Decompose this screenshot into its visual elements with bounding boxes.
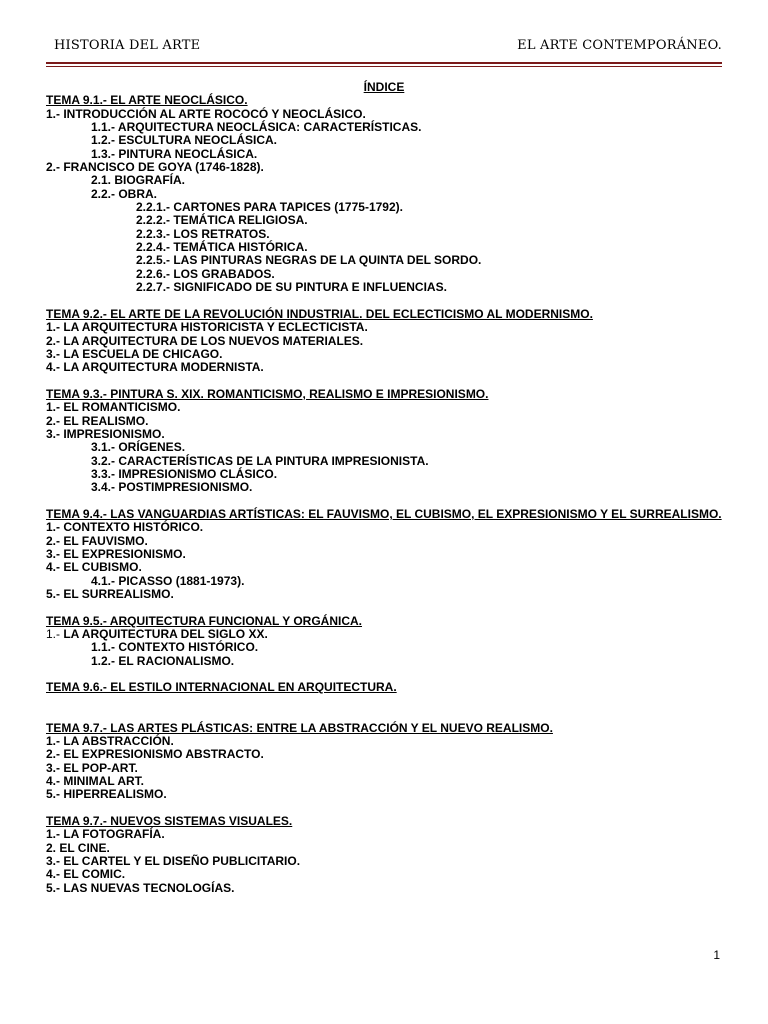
- toc-item: 5.- LAS NUEVAS TECNOLOGÍAS.: [46, 880, 235, 895]
- toc-item: 1.3.- PINTURA NEOCLÁSICA.: [91, 146, 258, 161]
- toc-item: 1.- EL ROMANTICISMO.: [46, 400, 181, 415]
- header-rule: [46, 62, 722, 67]
- toc-item: 1.- INTRODUCCIÓN AL ARTE ROCOCÓ Y NEOCLÁSICO.: [46, 106, 366, 121]
- toc-item: 2.2.7.- SIGNIFICADO DE SU PINTURA E INFLUENCIAS.: [136, 280, 447, 295]
- toc-item: 4.- MINIMAL ART.: [46, 773, 144, 788]
- toc-item: 3.- EL POP-ART.: [46, 760, 138, 775]
- toc-item: 2.- EL FAUVISMO.: [46, 533, 148, 548]
- toc-item: 4.- LA ARQUITECTURA MODERNISTA.: [46, 360, 264, 375]
- toc-item: 2.2.- OBRA.: [91, 186, 158, 201]
- toc-item: 4.1.- PICASSO (1881-1973).: [91, 573, 245, 588]
- toc-item: 1.1.- ARQUITECTURA NEOCLÁSICA: CARACTERÍSTICAS.: [91, 120, 422, 135]
- toc-item: 2.- LA ARQUITECTURA DE LOS NUEVOS MATERIALES.: [46, 333, 364, 348]
- toc-item: 2.- FRANCISCO DE GOYA (1746-1828).: [46, 160, 264, 175]
- toc-item: 4.- EL COMIC.: [46, 867, 126, 882]
- toc-item: 1.- LA ARQUITECTURA HISTORICISTA Y ECLECTICISTA.: [46, 320, 368, 335]
- toc-item: 3.4.- POSTIMPRESIONISMO.: [91, 480, 253, 495]
- tema-9-5-title: TEMA 9.5.- ARQUITECTURA FUNCIONAL Y ORGÁNICA.: [46, 613, 363, 628]
- toc-item: 3.- LA ESCUELA DE CHICAGO.: [46, 346, 223, 361]
- toc-item: 1.2.- ESCULTURA NEOCLÁSICA.: [91, 133, 278, 148]
- toc-item-text: LA ARQUITECTURA DEL SIGLO XX.: [63, 627, 268, 642]
- toc-item: 2.2.5.- LAS PINTURAS NEGRAS DE LA QUINTA DEL SORDO.: [136, 253, 482, 268]
- toc-item: 3.3.- IMPRESIONISMO CLÁSICO.: [91, 466, 278, 481]
- tema-9-2-title: TEMA 9.2.- EL ARTE DE LA REVOLUCIÓN INDUSTRIAL. DEL ECLECTICISMO AL MODERNISMO.: [46, 306, 593, 321]
- toc-item: 2.- EL REALISMO.: [46, 413, 149, 428]
- toc-item: 1.- LA ABSTRACCIÓN.: [46, 733, 174, 748]
- toc-item: 1.1.- CONTEXTO HISTÓRICO.: [91, 640, 259, 655]
- page-number: 1: [713, 948, 720, 962]
- toc-item: 3.1.- ORÍGENES.: [91, 440, 186, 455]
- toc-item: 2.2.3.- LOS RETRATOS.: [136, 226, 270, 241]
- toc-item: 2.2.6.- LOS GRABADOS.: [136, 266, 275, 281]
- toc-item: 1.- CONTEXTO HISTÓRICO.: [46, 520, 204, 535]
- index-title: ÍNDICE: [363, 80, 405, 94]
- header-section-title: EL ARTE CONTEMPORÁNEO.: [517, 38, 722, 53]
- toc-item: 4.- EL CUBISMO.: [46, 560, 142, 575]
- toc-item: 3.2.- CARACTERÍSTICAS DE LA PINTURA IMPRESIONISTA.: [91, 453, 429, 468]
- toc-item: 1.- LA FOTOGRAFÍA.: [46, 827, 165, 842]
- toc-item: 3.- EL EXPRESIONISMO.: [46, 547, 186, 562]
- index-content: [46, 81, 722, 895]
- toc-item: 1.2.- EL RACIONALISMO.: [91, 653, 235, 668]
- toc-item: 2. EL CINE.: [46, 840, 110, 855]
- tema-9-7-visuales-title: TEMA 9.7.- NUEVOS SISTEMAS VISUALES.: [46, 813, 293, 828]
- tema-9-7-plasticas-title: TEMA 9.7.- LAS ARTES PLÁSTICAS: ENTRE LA ABSTRACCIÓN Y EL NUEVO REALISMO.: [46, 720, 553, 735]
- toc-item: 2.1. BIOGRAFÍA.: [91, 173, 186, 188]
- tema-9-6-title: TEMA 9.6.- EL ESTILO INTERNACIONAL EN ARQUITECTURA.: [46, 680, 397, 695]
- toc-item: 5.- EL SURREALISMO.: [46, 587, 174, 602]
- toc-item-number: 1.-: [46, 627, 64, 642]
- tema-9-1-title: TEMA 9.1.- EL ARTE NEOCLÁSICO.: [46, 93, 248, 108]
- toc-item: 2.2.4.- TEMÁTICA HISTÓRICA.: [136, 240, 308, 255]
- tema-9-3-title: TEMA 9.3.- PINTURA S. XIX. ROMANTICISMO, REALISMO E IMPRESIONISMO.: [46, 386, 489, 401]
- toc-item: 5.- HIPERREALISMO.: [46, 787, 167, 802]
- header-course-title: HISTORIA DEL ARTE: [54, 38, 201, 53]
- tema-9-4-title: TEMA 9.4.- LAS VANGUARDIAS ARTÍSTICAS: EL FAUVISMO, EL CUBISMO, EL EXPRESIONISMO Y EL SURREALISMO.: [46, 507, 722, 521]
- toc-item: 3.- EL CARTEL Y EL DISEÑO PUBLICITARIO.: [46, 853, 301, 868]
- toc-item: 2.2.1.- CARTONES PARA TAPICES (1775-1792).: [136, 200, 403, 215]
- toc-item: 3.- IMPRESIONISMO.: [46, 426, 165, 441]
- page-header: [46, 38, 722, 62]
- toc-item: 2.- EL EXPRESIONISMO ABSTRACTO.: [46, 747, 264, 762]
- toc-item: 2.2.2.- TEMÁTICA RELIGIOSA.: [136, 213, 308, 228]
